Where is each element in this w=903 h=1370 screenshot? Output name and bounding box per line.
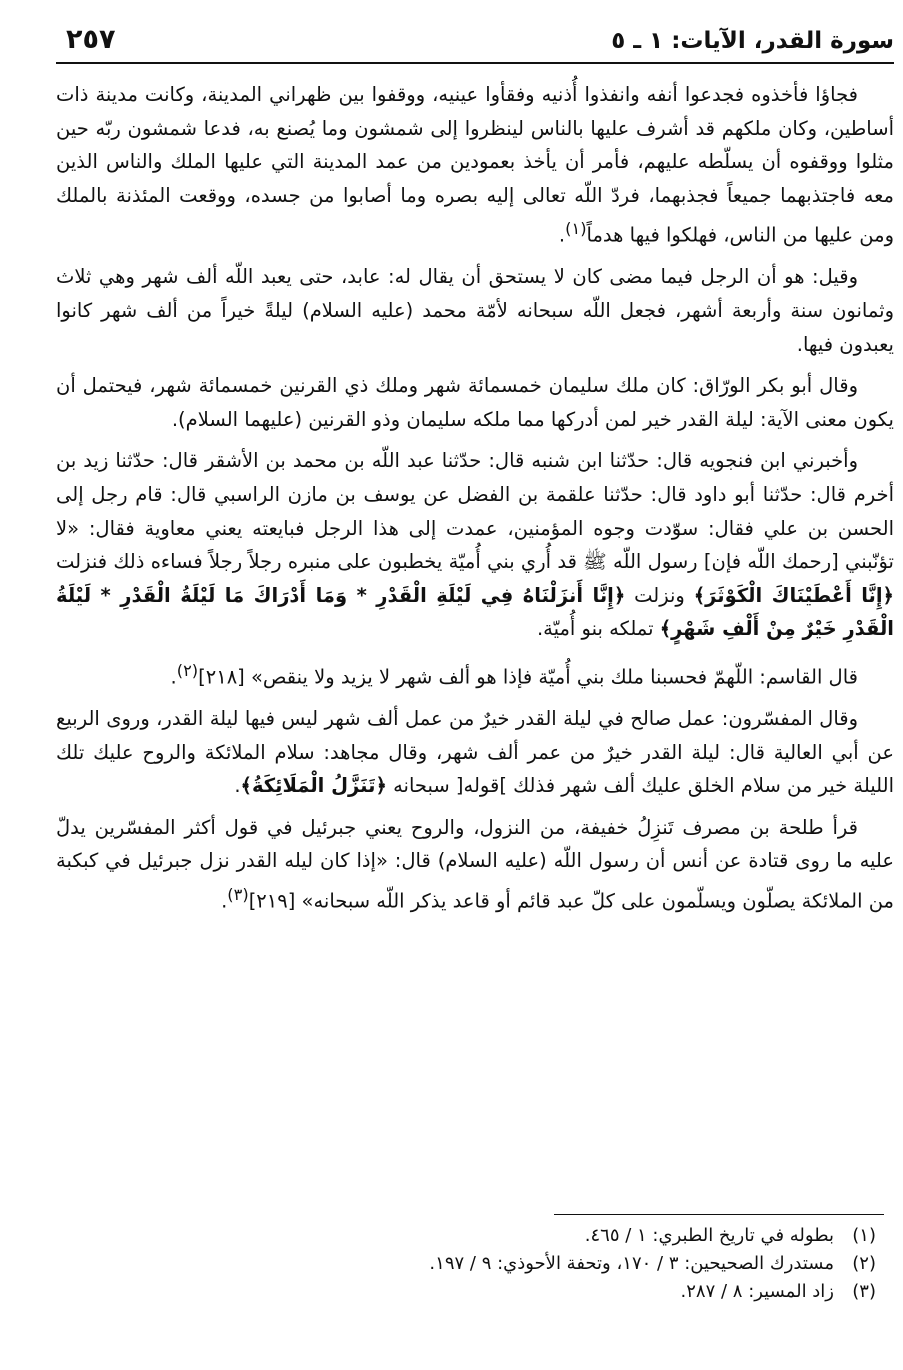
footnote-number: (١) (852, 1225, 876, 1246)
book-page (56, 18, 894, 1358)
paragraph (56, 78, 894, 252)
paragraph (56, 811, 894, 918)
text-run: . (558, 223, 566, 247)
footnote (56, 1278, 894, 1306)
quran-verse: ﴿إِنَّا أَنزَلْنَاهُ فِي لَيْلَةِ الْقَدْرِ * وَمَا أَدْرَاكَ مَا لَيْلَةُ الْقَدْرِ * لَيْلَةُ الْقَدْرِ خَيْرٌ مِنْ أَلْفِ شَهْرٍ﴾ (56, 583, 894, 641)
text-run: فجاؤا فأخذوه فجدعوا أنفه وانفذوا أُذنيه وفقأوا عينيه، ووقفوا بين ظهراني المدينة، وكانت مدينة ذات أساطين، وكان ملكهم قد أشرف عليها بالناس لينظروا إلى شمشون وما يُصنع به، فدعا شمشون ربّه حين مثلوا ووقفوه أن يسلّطه عليهم، فأمر أن يأخذ بعمودين من عمد المدينة التي عليها الملك والناس الذين معه فاجتذبهما جميعاً فجذبهما، فردّ اللّه تعالى إليه بصره وما أصابوا من جسده، ووقعت المئذنة بالملك ومن عليها من الناس، فهلكوا فيها هدماً (56, 83, 894, 247)
text-run: . (170, 665, 177, 689)
footnote-text: زاد المسير: ٨ / ٢٨٧. (680, 1281, 834, 1302)
footnote (56, 1222, 894, 1250)
quran-verse: ﴿إِنَّا أَعْطَيْنَاكَ الْكَوْثَرَ﴾ (693, 583, 894, 607)
text-run: . (221, 889, 228, 913)
text-run: وأخبرني ابن فنجويه قال: حدّثنا ابن شنبه قال: حدّثنا عبد اللّه بن محمد بن الأشقر قال: حدّثنا زيد بن أخرم قال: حدّثنا أبو داود قال: حدّثنا علقمة بن الفضل عن يوسف بن مازن الراسبي قال: قام رجل إلى الحسن بن علي فقال: سوّدت وجوه المؤمنين، عمدت إلى هذا الرجل فبايعته يعني معاوية فقال: «لا تؤنّبني [رحمك اللّه فإن] رسول اللّه ﷺ قد أُري بني أُميّة يخطبون على منبره رجلاً رجلاً فساءه ذلك فنزلت (56, 449, 894, 574)
footnote-ref: (٢) (176, 661, 199, 680)
footnote-text: مستدرك الصحيحين: ٣ / ١٧٠، وتحفة الأحوذي: ٩ / ١٩٧. (429, 1253, 834, 1274)
footnote-ref: (٣) (227, 885, 249, 905)
header-rule (56, 62, 894, 64)
footnotes (56, 1222, 894, 1306)
body-text (56, 78, 894, 926)
footnote-text: بطوله في تاريخ الطبري: ١ / ٤٦٥. (584, 1225, 834, 1246)
paragraph (56, 702, 894, 803)
footnote-ref: (١) (565, 219, 587, 239)
text-run: تملكه بنو أُميّة. (536, 617, 660, 641)
text-run: وقال المفسّرون: عمل صالح في ليلة القدر خيرٌ من عمل ألف شهر ليس فيها ليلة القدر، وروى الربيع عن أبي العالية قال: ليلة القدر خيرٌ من عمر ألف شهر، وقال مجاهد: سلام الملائكة والروح عليك تلك الليلة خير من سلام الخلق عليك ألف شهر فذلك ]قوله[ سبحانه (56, 707, 894, 798)
paragraph (56, 444, 894, 646)
paragraph (56, 654, 894, 694)
paragraph (56, 369, 894, 436)
quran-verse: ﴿تَنَزَّلُ الْمَلَائِكَةُ﴾ (240, 774, 387, 798)
text-run: وقيل: هو أن الرجل فيما مضى كان لا يستحق أن يقال له: عابد، حتى يعبد اللّه ألف شهر وهي ثلاث وثمانون سنة وأربعة أشهر، فجعل اللّه سبحانه لأمّة محمد (عليه السلام) ليلةً خيراً من ألف شهر كانوا يعبدون فيها. (56, 265, 894, 356)
text-run: قال القاسم: اللّهمّ فحسبنا ملك بني أُميّة فإذا هو ألف شهر لا يزيد ولا ينقص» [٢١٨] (198, 665, 858, 689)
footnote-separator (554, 1214, 884, 1215)
page-header (56, 18, 894, 62)
paragraph (56, 260, 894, 361)
footnote-number: (٢) (852, 1253, 876, 1274)
text-run: . (234, 774, 241, 798)
text-run: ونزلت (625, 583, 694, 607)
footnote-number: (٣) (852, 1281, 876, 1302)
page-number: ٢٥٧ (66, 24, 116, 55)
text-run: قرأ طلحة بن مصرف تَنزِلُ خفيفة، من النزول، والروح يعني جبرئيل في قول أكثر المفسّرين يدلّ عليه ما روى قتادة عن أنس أن رسول اللّه (عليه السلام) قال: «إذا كان ليله القدر نزل جبرئيل في كبكبة من الملائكة يصلّون ويسلّمون على كلّ عبد قائم أو قاعد يذكر اللّه سبحانه» [٢١٩] (56, 815, 894, 913)
footnote (56, 1250, 894, 1278)
running-title: سورة القدر، الآيات: ١ ـ ٥ (611, 28, 894, 54)
text-run: وقال أبو بكر الورّاق: كان ملك سليمان خمسمائة شهر وملك ذي القرنين خمسمائة شهر، فيحتمل أن يكون معنى الآية: ليلة القدر خير لمن أدركها مما ملكه سليمان وذو القرنين (عليهما السلام). (56, 374, 894, 431)
